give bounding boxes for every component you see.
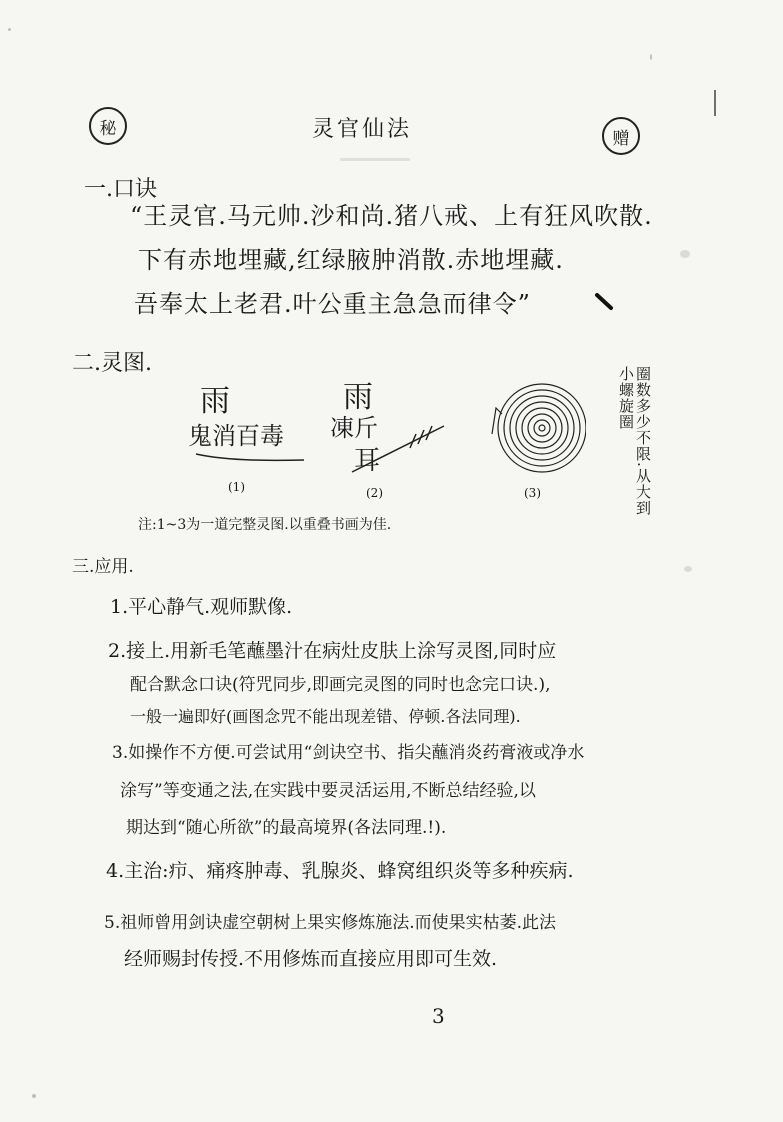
item-3-line-2: 涂写”等变通之法,在实践中要灵活运用,不断总结经验,以 [120, 781, 536, 801]
scan-speck [684, 566, 692, 572]
figure-3-spiral [486, 372, 586, 482]
item-2-line-2: 配合默念口诀(符咒同步,即画完灵图的同时也念完口诀.), [130, 675, 551, 695]
item-3-line-1: 3.如操作不方便.可尝试用“剑诀空书、指尖蘸消炎药膏液或净水 [112, 743, 585, 763]
section-1-heading: 一.口诀 [84, 177, 157, 202]
item-5-line-2: 经师赐封传授.不用修炼而直接应用即可生效. [124, 948, 498, 970]
caption-figure-3: (3) [524, 486, 541, 500]
scan-speck [8, 28, 11, 31]
caption-figure-2: (2) [366, 486, 383, 500]
caption-figure-1: (1) [228, 480, 245, 494]
figure-2-talisman: 凍斤 [330, 414, 378, 442]
figure-2-ear-glyph: 耳 [354, 446, 381, 476]
spiral-note-vertical: 圈数多少不限.从大到小螺旋圈 [617, 366, 652, 516]
item-4: 4.主治:疖、痛疼肿毒、乳腺炎、蜂窝组织炎等多种疾病. [106, 860, 574, 882]
figure-1-talisman: 鬼消百毒 [188, 422, 284, 450]
incantation-line-3: 吾奉太上老君.叶公重主急急而律令” [134, 290, 531, 318]
ink-mark [594, 292, 616, 314]
scan-speck [650, 54, 652, 60]
page-title: 灵官仙法 [312, 117, 413, 142]
item-1: 1.平心静气.观师默像. [110, 596, 293, 618]
stamp-secret: 秘 [89, 107, 127, 145]
figure-2-strokes [350, 418, 450, 478]
item-2-line-1: 2.接上.用新毛笔蘸墨汁在病灶皮肤上涂写灵图,同时应 [108, 640, 557, 662]
stamp-gift: 赠 [602, 117, 640, 155]
item-3-line-3: 期达到“随心所欲”的最高境界(各法同理.!). [126, 818, 447, 838]
scan-speck [32, 1094, 36, 1098]
section-3-heading: 三.应用. [72, 557, 134, 577]
scan-speck [340, 158, 410, 161]
diagram-note: 注:1~3为一道完整灵图.以重叠书画为佳. [138, 517, 392, 533]
item-2-line-3: 一般一遍即好(画图念咒不能出现差错、停顿.各法同理). [130, 707, 521, 726]
scan-speck [680, 250, 690, 258]
section-2-heading: 二.灵图. [72, 351, 152, 376]
item-5-line-1: 5.祖师曾用剑诀虚空朝树上果实修炼施法.而使果实枯萎.此法 [104, 913, 557, 933]
figure-2-rain-glyph: 雨 [343, 380, 373, 415]
figure-1-rain-glyph: 雨 [200, 384, 230, 419]
incantation-line-2: 下有赤地埋藏,红绿腋肿消散.赤地埋藏. [138, 246, 564, 274]
figure-1-underline [192, 448, 312, 468]
incantation-line-1: “王灵官.马元帅.沙和尚.猪八戒、上有狂风吹散. [130, 202, 653, 230]
page-number: 3 [432, 1004, 445, 1028]
scan-artifact-line [712, 88, 718, 118]
